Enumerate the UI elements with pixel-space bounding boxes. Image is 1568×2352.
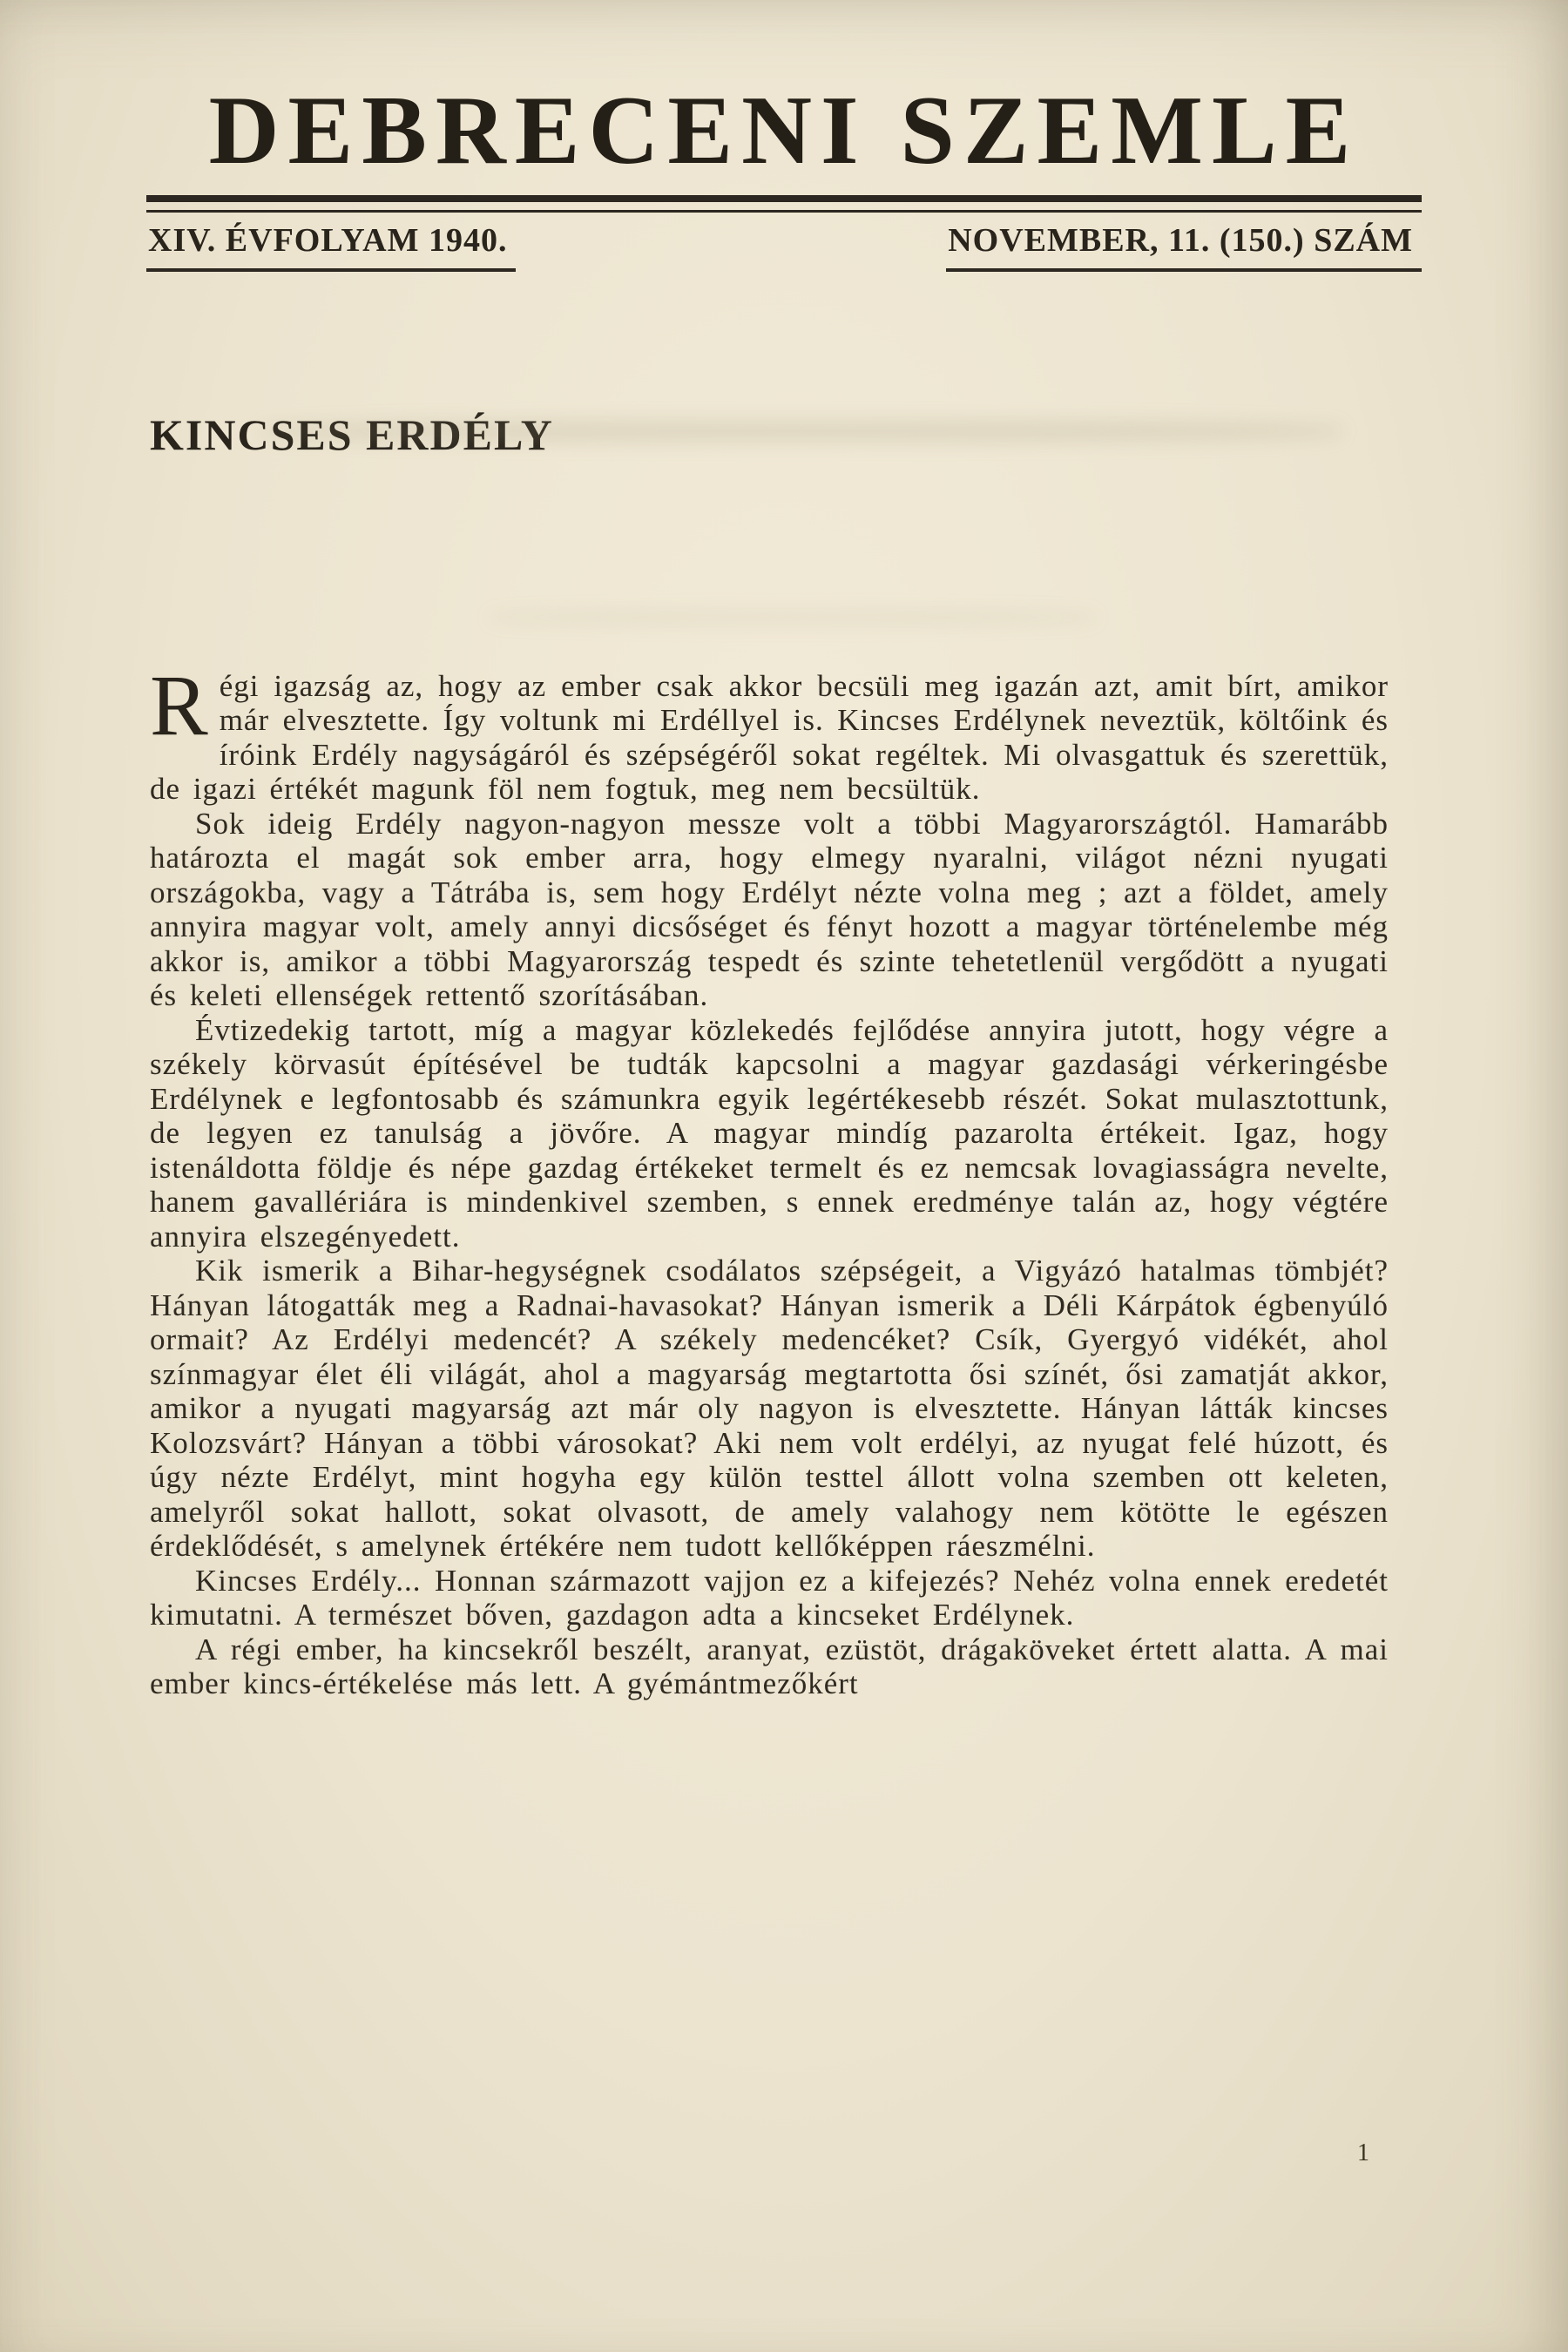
paragraph-text: égi igazság az, hogy az ember csak akkor becsüli meg igazán azt, amit bírt, amikor már elvesztette. Így voltunk mi Erdéllyel is. Kincses Erdélynek neveztük, költőink és íróink Erdély nagyságáról és szépségéről sokat regéltek. Mi olvasgattuk és szerettük, de igazi értékét magunk föl nem fogtuk, meg nem becsültük.	[150, 668, 1389, 807]
issue-row	[146, 221, 1422, 272]
journal-title: DEBRECENI SZEMLE	[208, 77, 1360, 185]
paragraph: Évtizedekig tartott, míg a magyar közlekedés fejlődése annyira jutott, hogy végre a székely körvasút építésével be tudták kapcsolni a magyar gazdasági vérkeringésbe Erdélynek e legfontosabb és számunkra egyik legértékesebb részét. Sokat mulasztottunk, de legyen ez tanulság a jövőre. A magyar mindíg pazarolta értékeit. Igaz, hogy istenáldotta földje és népe gazdag értékeket termelt és ez nemcsak lovagiasságra nevelte, hanem gavallériára is mindenkivel szemben, s ennek eredménye talán az, hogy végtére annyira elszegényedett.	[150, 1012, 1389, 1254]
paragraph: Kincses Erdély... Honnan származott vajjon ez a kifejezés? Nehéz volna ennek eredetét kimutatni. A természet bőven, gazdagon adta a kincseket Erdélynek.	[150, 1563, 1389, 1632]
paragraph: A régi ember, ha kincsekről beszélt, aranyat, ezüstöt, drágaköveket értett alatta. A mai ember kincs-értékelése más lett. A gyémántmezőkért	[150, 1632, 1389, 1701]
paragraph: Kik ismerik a Bihar-hegységnek csodálatos szépségeit, a Vigyázó hatalmas tömbjét? Hányan látogatták meg a Radnai-havasokat? Hányan ismerik a Déli Kárpátok égbenyúló ormait? Az Erdélyi medencét? A székely medencéket? Csík, Gyergyó vidékét, ahol színmagyar élet éli világát, ahol a magyarság megtartotta ősi színét, ősi zamatját akkor, amikor a nyugati magyarság azt már oly nagyon is elvesztette. Hányan látták kincses Kolozsvárt? Hányan a többi városokat? Aki nem volt erdélyi, az nyugat felé húzott, és úgy nézte Erdélyt, mint hogyha egy külön testtel állott volna szemben ott keleten, amelyről sokat hallott, sokat olvasott, de amely valahogy nem kötötte le egészen érdeklődését, s amelynek értékére nem tudott kellőképpen ráeszmélni.	[150, 1254, 1389, 1564]
volume-label: XIV. ÉVFOLYAM 1940.	[146, 221, 516, 272]
article	[0, 409, 1568, 1701]
drop-cap: R	[150, 656, 209, 754]
paragraph: Sok ideig Erdély nagyon-nagyon messze volt a többi Magyarországtól. Hamarább határozta el magát sok ember arra, hogy elmegy nyaralni, világot nézni nyugati országokba, vagy a Tátrába is, sem hogy Erdélyt nézte volna meg ; azt a földet, amely annyira magyar volt, amely annyi dicsőséget és fényt hozott a magyar történelembe még akkor is, amikor a többi Magyarország tespedt és szinte tehetetlenül vergődött a nyugati és keleti ellenségek rettentő szorításában.	[150, 806, 1389, 1013]
page-number: 1	[1357, 2139, 1369, 2166]
issue-label: NOVEMBER, 11. (150.) SZÁM	[946, 221, 1422, 272]
article-body	[150, 656, 1389, 1701]
article-title: KINCSES ERDÉLY	[150, 409, 554, 459]
double-rule	[146, 195, 1422, 213]
journal-header	[0, 0, 1568, 272]
paragraph-lead	[150, 656, 1389, 807]
